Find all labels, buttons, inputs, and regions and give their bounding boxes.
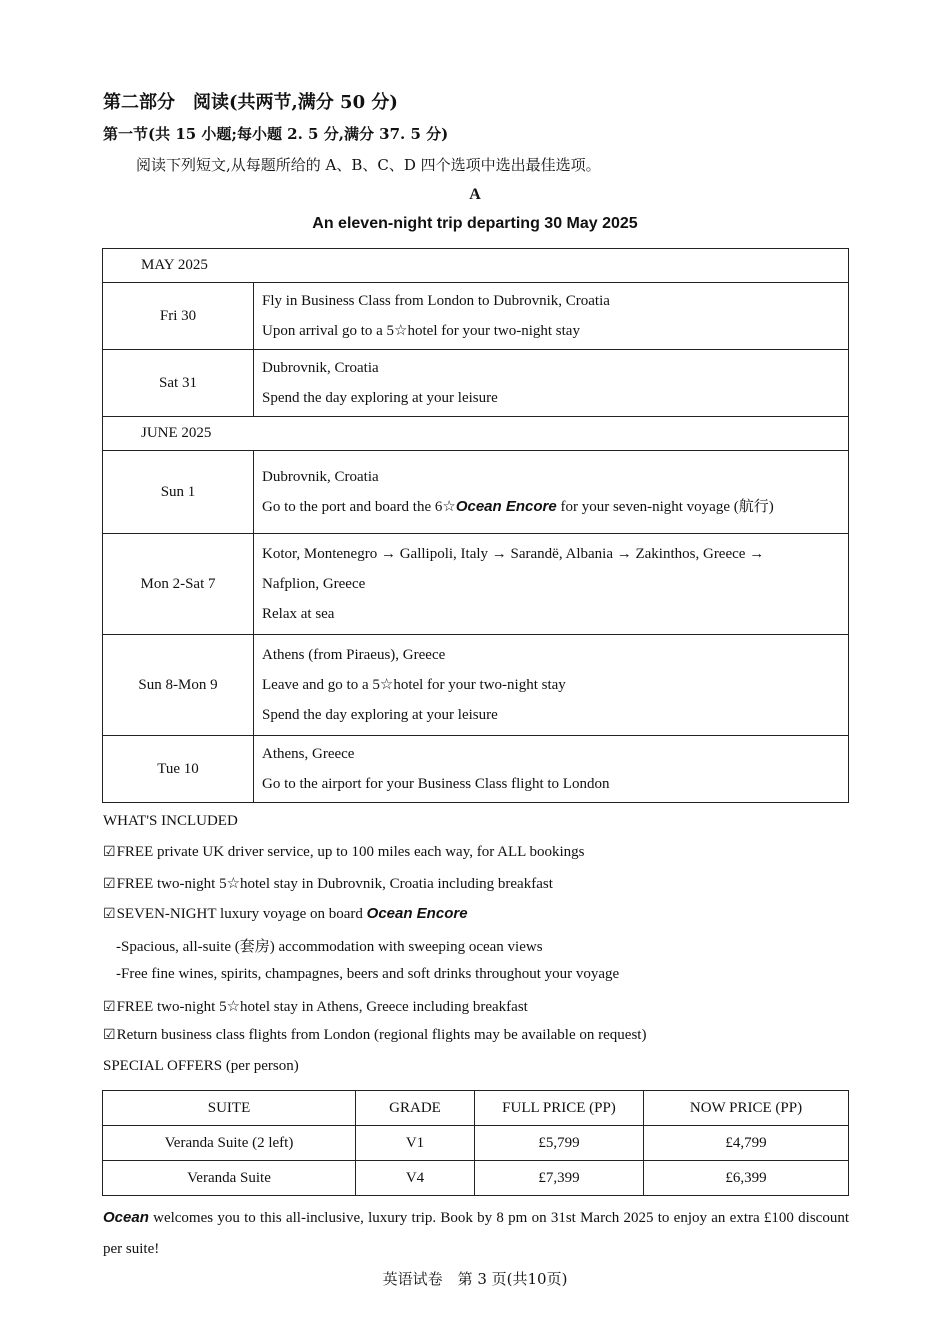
part-heading: 第二部分 阅读(共两节,满分 50 分) bbox=[103, 92, 398, 113]
month-label: JUNE 2025 bbox=[103, 417, 849, 451]
included-text: SEVEN-NIGHT luxury voyage on board bbox=[116, 906, 367, 922]
desc-cell bbox=[254, 451, 849, 534]
itinerary-table bbox=[102, 248, 849, 803]
day-cell: Tue 10 bbox=[103, 736, 254, 803]
offers-row bbox=[103, 1126, 849, 1161]
passage-title: An eleven-night trip departing 30 May 2025 bbox=[312, 215, 638, 232]
desc-cell bbox=[254, 350, 849, 417]
desc-line: Spend the day exploring at your leisure bbox=[262, 390, 498, 406]
desc-cell bbox=[254, 736, 849, 803]
now-price-cell: £6,399 bbox=[644, 1161, 849, 1196]
desc-cell bbox=[254, 283, 849, 350]
included-text: Return business class flights from London (regional flights may be available on request) bbox=[116, 1027, 647, 1043]
included-heading: WHAT'S INCLUDED bbox=[103, 813, 238, 829]
desc-line: Kotor, Montenegro → Gallipoli, Italy → Sarandë, Albania → Zakinthos, Greece → bbox=[262, 546, 765, 562]
included-text: FREE private UK driver service, up to 100 miles each way, for ALL bookings bbox=[116, 844, 585, 860]
full-price-cell: £5,799 bbox=[475, 1126, 644, 1161]
desc-line: Spend the day exploring at your leisure bbox=[262, 707, 498, 723]
desc-line: Nafplion, Greece bbox=[262, 576, 366, 592]
itinerary-row bbox=[103, 736, 849, 803]
itinerary-row bbox=[103, 350, 849, 417]
included-text: FREE two-night 5☆hotel stay in Dubrovnik, Croatia including breakfast bbox=[116, 876, 553, 892]
offers-row bbox=[103, 1161, 849, 1196]
column-header: NOW PRICE (PP) bbox=[644, 1091, 849, 1126]
desc-line: Fly in Business Class from London to Dubrovnik, Croatia bbox=[262, 293, 610, 309]
voyage-post: for your seven-night voyage (航行) bbox=[556, 499, 774, 515]
itinerary-row bbox=[103, 635, 849, 736]
itinerary-row bbox=[103, 534, 849, 635]
included-item bbox=[103, 844, 585, 861]
month-row bbox=[103, 249, 849, 283]
checkbox-icon: ☑ bbox=[103, 1027, 116, 1043]
offers-header-row bbox=[103, 1091, 849, 1126]
offers-heading: SPECIAL OFFERS (per person) bbox=[103, 1058, 299, 1074]
desc-line: Leave and go to a 5☆hotel for your two-night stay bbox=[262, 677, 566, 693]
day-cell: Sun 1 bbox=[103, 451, 254, 534]
brand-name: Ocean bbox=[103, 1209, 149, 1226]
grade-cell: V1 bbox=[356, 1126, 475, 1161]
passage-letter: A bbox=[469, 186, 481, 203]
included-text: FREE two-night 5☆hotel stay in Athens, Greece including breakfast bbox=[116, 999, 528, 1015]
desc-line: Athens, Greece bbox=[262, 746, 355, 762]
ship-name: Ocean Encore bbox=[455, 498, 557, 515]
offers-table bbox=[102, 1090, 849, 1196]
closing-text: welcomes you to this all-inclusive, luxury trip. Book by 8 pm on 31st March 2025 to enjoy an extra £100 discount per suite! bbox=[103, 1210, 849, 1257]
included-item bbox=[103, 1027, 646, 1044]
desc-cell bbox=[254, 534, 849, 635]
month-row bbox=[103, 417, 849, 451]
desc-line: Relax at sea bbox=[262, 606, 335, 622]
instruction: 阅读下列短文,从每题所给的 A、B、C、D 四个选项中选出最佳选项。 bbox=[136, 156, 601, 174]
suite-cell: Veranda Suite (2 left) bbox=[103, 1126, 356, 1161]
itinerary-row bbox=[103, 283, 849, 350]
desc-line bbox=[262, 492, 848, 522]
closing-paragraph bbox=[103, 1202, 849, 1265]
included-subitem: -Spacious, all-suite (套房) accommodation with sweeping ocean views bbox=[116, 939, 543, 955]
voyage-pre: Go to the port and board the 6☆ bbox=[262, 499, 456, 515]
checkbox-icon: ☑ bbox=[103, 844, 116, 860]
desc-line: Go to the airport for your Business Class flight to London bbox=[262, 776, 610, 792]
column-header: GRADE bbox=[356, 1091, 475, 1126]
full-price-cell: £7,399 bbox=[475, 1161, 644, 1196]
day-cell: Sun 8-Mon 9 bbox=[103, 635, 254, 736]
ship-name: Ocean Encore bbox=[366, 905, 468, 922]
now-price-cell: £4,799 bbox=[644, 1126, 849, 1161]
checkbox-icon: ☑ bbox=[103, 999, 116, 1015]
grade-cell: V4 bbox=[356, 1161, 475, 1196]
desc-line: Athens (from Piraeus), Greece bbox=[262, 647, 446, 663]
checkbox-icon: ☑ bbox=[103, 906, 116, 922]
included-item bbox=[103, 905, 468, 923]
suite-cell: Veranda Suite bbox=[103, 1161, 356, 1196]
included-item bbox=[103, 997, 528, 1016]
desc-line: Dubrovnik, Croatia bbox=[262, 360, 379, 376]
included-subitem: -Free fine wines, spirits, champagnes, beers and soft drinks throughout your voyage bbox=[116, 966, 620, 982]
day-cell: Sat 31 bbox=[103, 350, 254, 417]
month-label: MAY 2025 bbox=[103, 249, 849, 283]
column-header: SUITE bbox=[103, 1091, 356, 1126]
itinerary-row bbox=[103, 451, 849, 534]
included-item bbox=[103, 874, 553, 893]
desc-line: Upon arrival go to a 5☆hotel for your two-night stay bbox=[262, 323, 580, 339]
desc-line: Dubrovnik, Croatia bbox=[262, 469, 379, 485]
desc-cell bbox=[254, 635, 849, 736]
section-heading: 第一节(共 15 小题;每小题 2. 5 分,满分 37. 5 分) bbox=[103, 125, 449, 143]
day-cell: Fri 30 bbox=[103, 283, 254, 350]
column-header: FULL PRICE (PP) bbox=[475, 1091, 644, 1126]
checkbox-icon: ☑ bbox=[103, 876, 116, 892]
page-footer: 英语试卷 第 3 页(共10页) bbox=[382, 1270, 568, 1288]
day-cell: Mon 2-Sat 7 bbox=[103, 534, 254, 635]
